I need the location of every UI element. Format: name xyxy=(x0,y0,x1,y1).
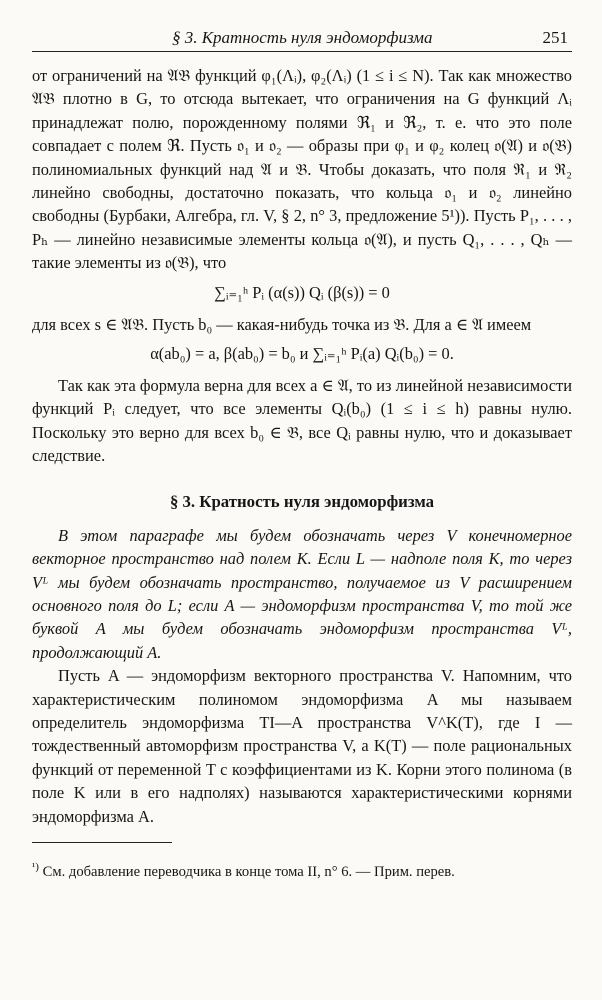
paragraph-5: Пусть A — эндоморфизм векторного пространства V. Напомним, что характеристическим полиномом эндоморфизма A мы называем определитель эндоморфизма TI—A пространства V^K(T), где I — тождественный автоморфизм пространства V, а K(T) — поле рациональных функций от переменной T с коэффициентами из K. Корни этого полинома (в поле K или в его надполях) называются характеристическими корнями эндоморфизма A. xyxy=(32,666,572,826)
paragraph-3: Так как эта формула верна для всех a ∈ 𝔄, то из линейной независимости функций Pᵢ следует, что все элементы Qᵢ(b₀) (1 ≤ i ≤ h) равны нулю. Поскольку это верно для всех b₀ ∈ 𝔅, все Qᵢ равны нулю, что и доказывает следствие. xyxy=(32,376,572,466)
page-number: 251 xyxy=(542,28,568,47)
footnote-divider xyxy=(32,842,172,843)
running-head xyxy=(32,28,572,52)
section-title: § 3. Кратность нуля эндоморфизма xyxy=(169,491,435,511)
footnote-marker: ¹) xyxy=(32,860,39,873)
footnote-text: См. добавление переводчика в конце тома II, n° 6. — Прим. перев. xyxy=(42,863,455,880)
formula-2: α(ab₀) = a, β(ab₀) = b₀ и ∑ᵢ₌₁ʰ Pᵢ(a) Qᵢ(b₀) = 0. xyxy=(150,344,454,364)
footnote xyxy=(32,857,572,882)
formula-sum-1: ∑ᵢ₌₁ʰ Pᵢ (α(s)) Qᵢ (β(s)) = 0 xyxy=(214,282,390,302)
paragraph-2: для всех s ∈ 𝔄𝔅. Пусть b₀ — какая-нибудь точка из 𝔅. Для a ∈ 𝔄 имеем xyxy=(32,314,532,334)
running-head-title: § 3. Кратность нуля эндоморфизма xyxy=(172,28,433,47)
paragraph-convention: В этом параграфе мы будем обозначать через V конечномерное векторное пространство над полем K. Если L — надполе поля K, то через Vᴸ мы будем обозначать пространство, получаемое из V расширением основного поля до L; если A — эндоморфизм пространства V, то той же буквой A мы будем обозначать эндоморфизм пространства Vᴸ, продолжающий A. xyxy=(32,525,572,662)
paragraph-1: от ограничений на 𝔄𝔅 функций φ₁(Λᵢ), φ₂(Λᵢ) (1 ≤ i ≤ N). Так как множество 𝔄𝔅 плотно в G, то отсюда вытекает, что ограничения на G функций Λᵢ принадлежат полю, порожденному полями ℜ₁ и ℜ₂, т. е. что это поле совпадает с полем ℜ. Пусть 𝔬₁ и 𝔬₂ — образы при φ₁ и φ₂ колец 𝔬(𝔄) и 𝔬(𝔅) полиномиальных функций над 𝔄 и 𝔅. Чтобы доказать, что поля ℜ₁ и ℜ₂ линейно свободны, достаточно показать, что кольца 𝔬₁ и 𝔬₂ линейно свободны (Бурбаки, Алгебра, гл. V, § 2, n° 3, предложение 5¹)). Пусть P₁, . . . , Pₕ — линейно независимые элементы кольца 𝔬(𝔄), и пусть Q₁, . . . , Qₕ — такие элементы из 𝔬(𝔅), что xyxy=(32,66,572,273)
